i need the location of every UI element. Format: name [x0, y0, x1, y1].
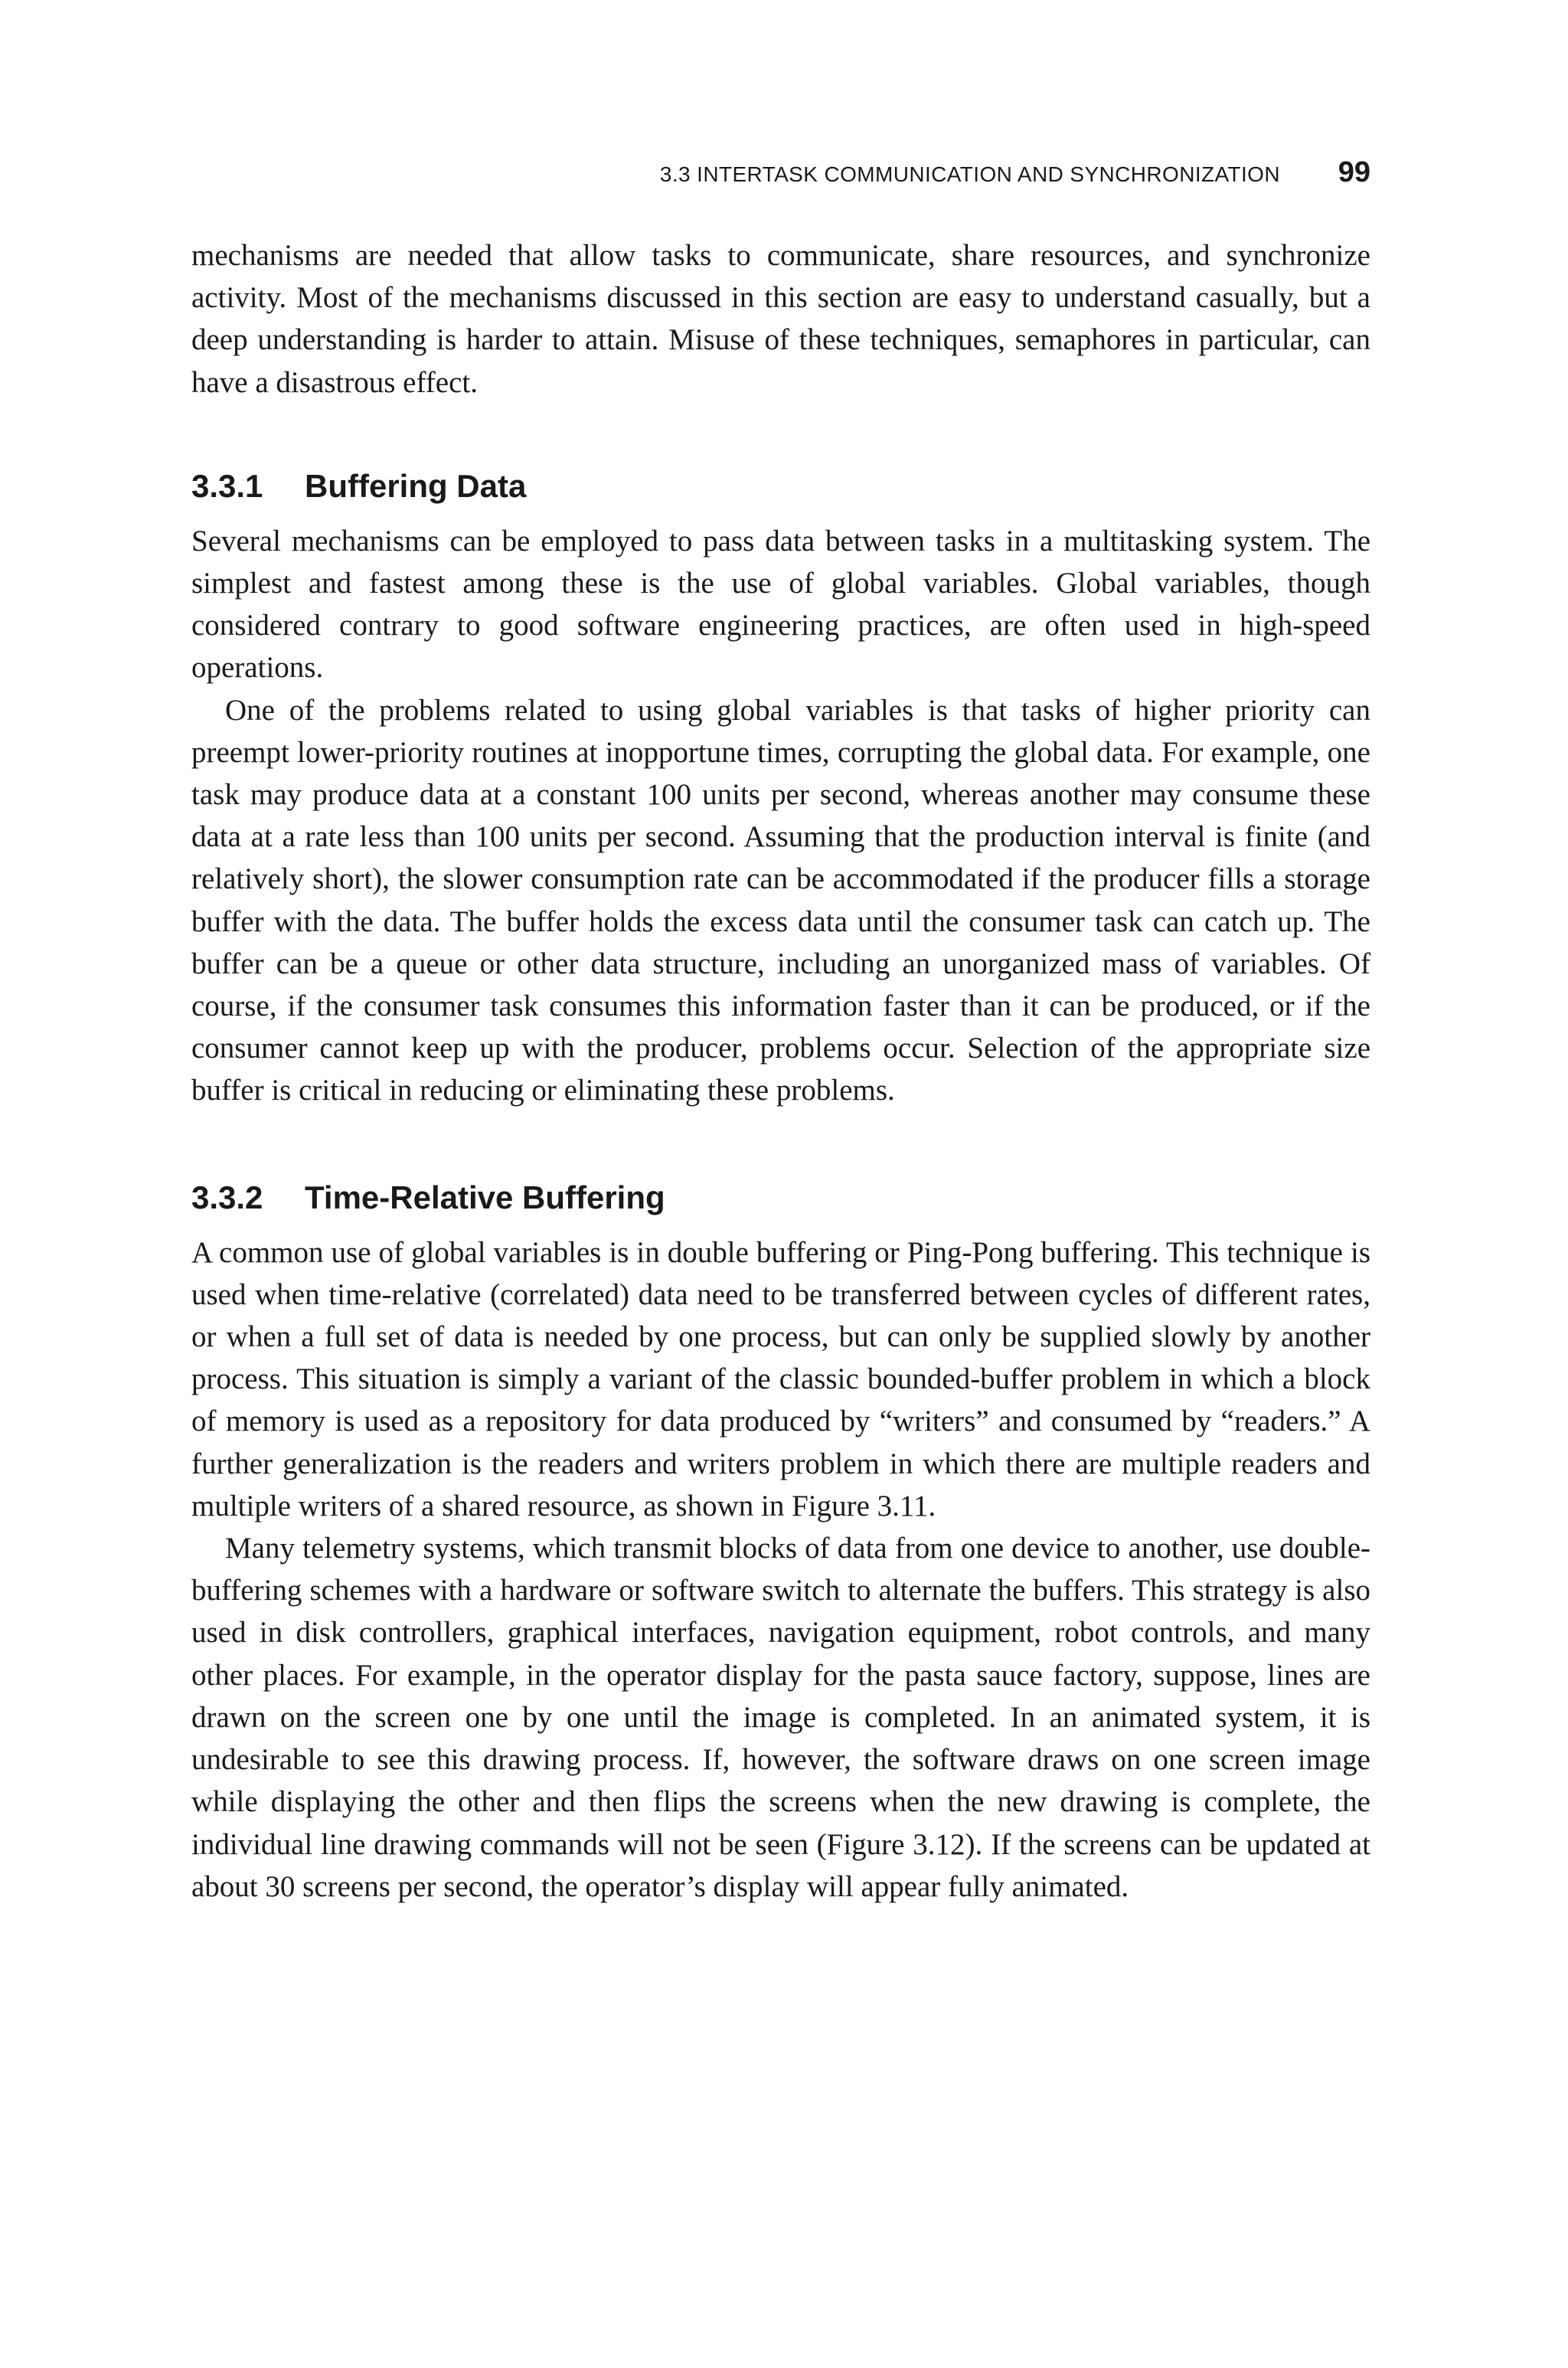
section-number: 3.3.2 [191, 1179, 263, 1215]
section-title: Buffering Data [305, 467, 527, 504]
body-paragraph: A common use of global variables is in double buffering or Ping-Pong buffering. This technique is used when time-relative (correlated) data need to be transferred between cycles of different rates, or when a full set of data is needed by one process, but can only be supplied slowly by another process. This situation is simply a variant of the classic bounded-buffer problem in which a block of memory is used as a repository for data produced by “writers” and consumed by “readers.” A further generalization is the readers and writers problem in which there are multiple readers and multiple writers of a shared resource, as shown in Figure 3.11. [191, 1235, 1370, 1523]
body-paragraph: Several mechanisms can be employed to pass data between tasks in a multitasking system. The simplest and fastest among these is the use of global variables. Global variables, though considered contrary to good software engineering practices, are often used in high-speed operations. [191, 524, 1370, 685]
running-head: 3.3 INTERTASK COMMUNICATION AND SYNCHRONIZATION [659, 162, 1280, 186]
section-heading-time-relative-buffering [191, 1176, 1370, 1219]
body-paragraph: Many telemetry systems, which transmit blocks of data from one device to another, use double-buffering schemes with a hardware or software switch to alternate the buffers. This strategy is also used in disk controllers, graphical interfaces, navigation equipment, robot controls, and many other places. For example, in the operator display for the pasta sauce factory, suppose, lines are drawn on the screen one by one until the image is completed. In an animated system, it is undesirable to see this drawing process. If, however, the software draws on one screen image while displaying the other and then flips the screens when the new drawing is complete, the individual line drawing commands will not be seen (Figure 3.12). If the screens can be updated at about 30 screens per second, the operator’s display will appear fully animated. [191, 1532, 1370, 1903]
section-title: Time-Relative Buffering [305, 1179, 665, 1215]
section-heading-buffering-data [191, 465, 1370, 508]
intro-paragraph: mechanisms are needed that allow tasks to communicate, share resources, and synchronize activity. Most of the mechanisms discussed in this section are easy to understand casually, but a deep understanding is harder to attain. Misuse of these techniques, semaphores in particular, can have a disastrous effect. [191, 239, 1370, 399]
page-number: 99 [1338, 156, 1370, 188]
page-body [191, 234, 1370, 1908]
section-number: 3.3.1 [191, 467, 263, 504]
page-header [191, 158, 1370, 195]
body-paragraph: One of the problems related to using global variables is that tasks of higher priority can preempt lower-priority routines at inopportune times, corrupting the global data. For example, one task may produce data at a constant 100 units per second, whereas another may consume these data at a rate less than 100 units per second. Assuming that the production interval is finite (and relatively short), the slower consumption rate can be accommodated if the producer fills a storage buffer with the data. The buffer holds the excess data until the consumer task can catch up. The buffer can be a queue or other data structure, including an unorganized mass of variables. Of course, if the consumer task consumes this information faster than it can be produced, or if the consumer cannot keep up with the producer, problems occur. Selection of the appropriate size buffer is critical in reducing or eliminating these problems. [191, 693, 1370, 1107]
